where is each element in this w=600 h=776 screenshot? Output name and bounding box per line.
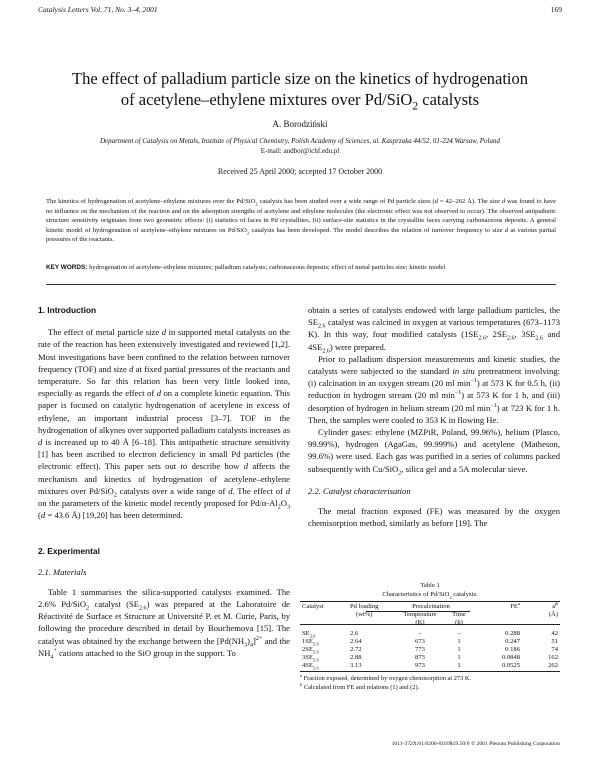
col-time-unit: (h)	[455, 619, 463, 626]
col-d: $d^b$	[552, 600, 558, 610]
received-dates: Received 25 April 2000; accepted 17 October 2000	[217, 167, 383, 176]
abstract-var: d	[504, 226, 509, 234]
col-time: Time	[452, 611, 466, 618]
author: A. Borodziński	[272, 119, 328, 129]
col-catalyst: Catalyst	[302, 603, 324, 610]
running-head	[38, 5, 562, 14]
col-temperature: Temperature	[403, 611, 437, 618]
col-temperature-unit: (K)	[415, 619, 425, 626]
col-d-unit: (Å)	[548, 611, 558, 618]
gases-paragraph: Cylinder gases: ethylene (MZPiR, Poland, 99.96%), helium (Plasco, 99.99%), hydrogen (AgaGas, 99.999%) and acetylene (Matheson, 99.6%) were used. Each gas was purified in a series of columns packed subsequently with Cu/SiO$_2$, silica gel and a 5A molecular sieve.	[308, 427, 560, 477]
characterisation-paragraph: The metal fraction exposed (FE) was measured by the oxygen chemisorption method, similarly as before [19]. The	[308, 506, 560, 529]
email: E-mail: andbor@ichf.edu.pl	[260, 147, 340, 155]
title-line-1: The effect of palladium particle size on the kinetics of hydrogenation	[71, 69, 529, 88]
table-rule-bottom	[300, 671, 560, 672]
pretreatment-paragraph: Prior to palladium dispersion measurements and kinetic studies, the catalysts were subjected to the standard in situ pretreatment involving: (i) calcination in an oxygen stream (20 ml $\min^{-1}$) at 573 K for 0.5 h, (ii) reduction in hydrogen stream (20 ml $\min^{-1}$) at 573 K for 1 h, and (iii) desorption of hydrogen in helium stream (20 ml $\min^{-1}$) at 723 K for 1 h. Then, the samples were cooled to 353 K in flowing He.	[308, 353, 561, 425]
abstract-text: catalysts has been developed. The model describes the relation of turnover frequency to size	[249, 226, 505, 234]
title-line-2: of acetylene–ethylene mixtures over Pd/SiO	[120, 90, 413, 109]
abstract-sub: 2	[255, 201, 258, 207]
col-fe: $FE^a$	[510, 600, 520, 610]
subsection-heading-characterisation: 2.2. Catalyst characterisation	[308, 485, 411, 496]
table-caption	[300, 582, 560, 599]
affiliation-block	[40, 136, 560, 156]
title-subscript: 2	[412, 100, 419, 113]
table-caption-text: Characteristics of Pd/SiO$_2$ catalysts.	[382, 590, 478, 599]
abstract-var: d	[501, 198, 506, 205]
table-row: $1SE_{2.6}$ 2.64 673 1 0.247 51	[302, 638, 558, 647]
abstract-text: catalysts has been studied over a wide range of Pd particle sizes (	[257, 198, 435, 205]
abstract-var: d	[434, 198, 438, 205]
abstract-text: The kinetics of hydrogenation of acetylene–ethylene mixtures over the Pd/SiO	[46, 198, 256, 205]
table-footnotes	[300, 672, 560, 692]
section-heading-experimental: 2. Experimental	[38, 546, 100, 557]
section-heading-introduction: 1. Introduction	[38, 305, 97, 315]
abstract-text: was found to have no influence on the mechanism of the reaction and on the adsorption strengths of acetylene and ethylene molecules (the electronic effect was not observed to occur). The observed antipathetic structure sensitivity originates from two geometric effects: (i) statistics of faces in Pd crystallites, (ii) surface-site statistics in the crystallite faces carrying carbonaceous deposits. A general kinetic model of hydrogenation of acetylene–ethylene mixtures on Pd/SiO	[46, 198, 556, 234]
abstract-text: at various partial pressures of the reactants.	[46, 226, 556, 244]
materials-continued: obtain a series of catalysts endowed with large palladium particles, the $SE_{2.6}$ catalyst was calcined in oxygen at various temperatures (673–1173 K). In this way, four modified catalysts ($1SE_{2.6}$, $2SE_{2.6}$, $3SE_{2.6}$ and $4SE_{2.6}$) were prepared.	[308, 305, 560, 355]
table-header-row	[300, 603, 560, 611]
copyright-line: 1011-372X/01/0200-0169$19.50/0 © 2001 Plenum Publishing Corporation	[391, 741, 560, 747]
abstract-divider	[46, 284, 556, 285]
table-1	[300, 600, 560, 671]
subsection-heading-materials: 2.1. Materials	[38, 566, 87, 577]
keywords	[46, 263, 556, 273]
affiliation: Department of Catalysis on Metals, Institute of Physical Chemistry, Polish Academy of Sciences, ul. Kasprzaka 44/52, 01-224 Warsaw, Poland	[99, 137, 500, 145]
paper-title	[50, 68, 550, 113]
abstract-text: = 42–262 Å). The size	[437, 198, 502, 205]
intro-paragraph: The effect of metal particle size d in supported metal catalysts on the rate of the reaction has been extensively investigated and reviewed [1,2]. Most investigations have been confined to the relation between turnover frequency (TOF) and size d at fixed partial pressures of the reactants and temperature. So far this relation has been very little looked into, especially as regards the effect of d on a complete kinetic equation. This paper is focused on catalytic hydrogenation of acetylene in excess of ethylene, an important industrial process [3–7]. TOF in the hydrogenation of alkynes over supported palladium catalysts increases as d is increased up to 40 Å [6–18]. This antipathetic structure sensitivity [1] has been ascribed to electron deficiency in small Pd particles (the electronic effect). This paper sets out to describe how d affects the mechanism and kinetics of hydrogenation of acetylene–ethylene mixtures over Pd/SiO$_2$ catalysts over a wide range of d. The effect of d on the parameters of the kinetic model recently proposed for $Pd/\alpha-Al_2O_3$ (d = 43.6 Å) [19,20] has been determined.	[38, 327, 291, 521]
title-tail: catalysts	[418, 90, 480, 109]
footnote-a: $^a$ Fraction exposed, determined by oxygen chemisorption at 273 K.	[300, 672, 472, 682]
materials-paragraph: Table 1 summarises the silica-supported catalysts examined. The 2.6% Pd/SiO$_2$ catalyst $(SE_{2.6})$ was prepared at the Laboratoire de Réactivité de Surface et Structure at Université P. et M. Curie, Paris, by following the procedure described in detail by Bouchemova [15]. The catalyst was obtained by the exchange between the $[Pd(NH_3)_4]^{2+}$ and the $NH_4^+$ cations attached to the SiO group in the support. To	[38, 586, 290, 661]
table-row: $2SE_{2.6}$ 2.72 773 1 0.186 74	[302, 646, 558, 655]
abstract-sub: 2	[246, 230, 250, 236]
table-header-row-3	[300, 619, 560, 627]
right-column	[308, 304, 560, 529]
table-row: $3SE_{2.6}$ 2.88 873 1 0.0848 162	[302, 654, 558, 663]
footnote-b: $^b$ Calculated from FE and relations (1) and (2).	[300, 681, 420, 691]
left-column	[38, 304, 290, 659]
table-rule-top	[300, 601, 560, 602]
page-number: 169	[550, 5, 562, 14]
table-row: $4SE_{2.6}$ 3.13 973 1 0.0525 262	[302, 662, 558, 671]
keywords-text: hydrogenation of acetylene–ethylene mixtures; palladium catalysts; carbonaceous deposits; effect of metal particles size; kinetic model	[87, 264, 446, 271]
table-row: $SE_{2.6}$ 2.6 – – 0.288 42	[302, 630, 558, 639]
keywords-label: KEY WORDS:	[46, 264, 88, 271]
table-header-row-2	[300, 611, 560, 619]
abstract	[46, 197, 556, 245]
journal-citation: Catalysis Letters Vol. 71, No. 3–4, 2001	[38, 5, 158, 14]
col-precalcination: Precalcination	[412, 603, 450, 610]
col-pd-unit: (wt%)	[356, 611, 373, 618]
col-pd-loading: Pd loading	[350, 603, 379, 610]
table-number: Table 1	[420, 582, 440, 589]
